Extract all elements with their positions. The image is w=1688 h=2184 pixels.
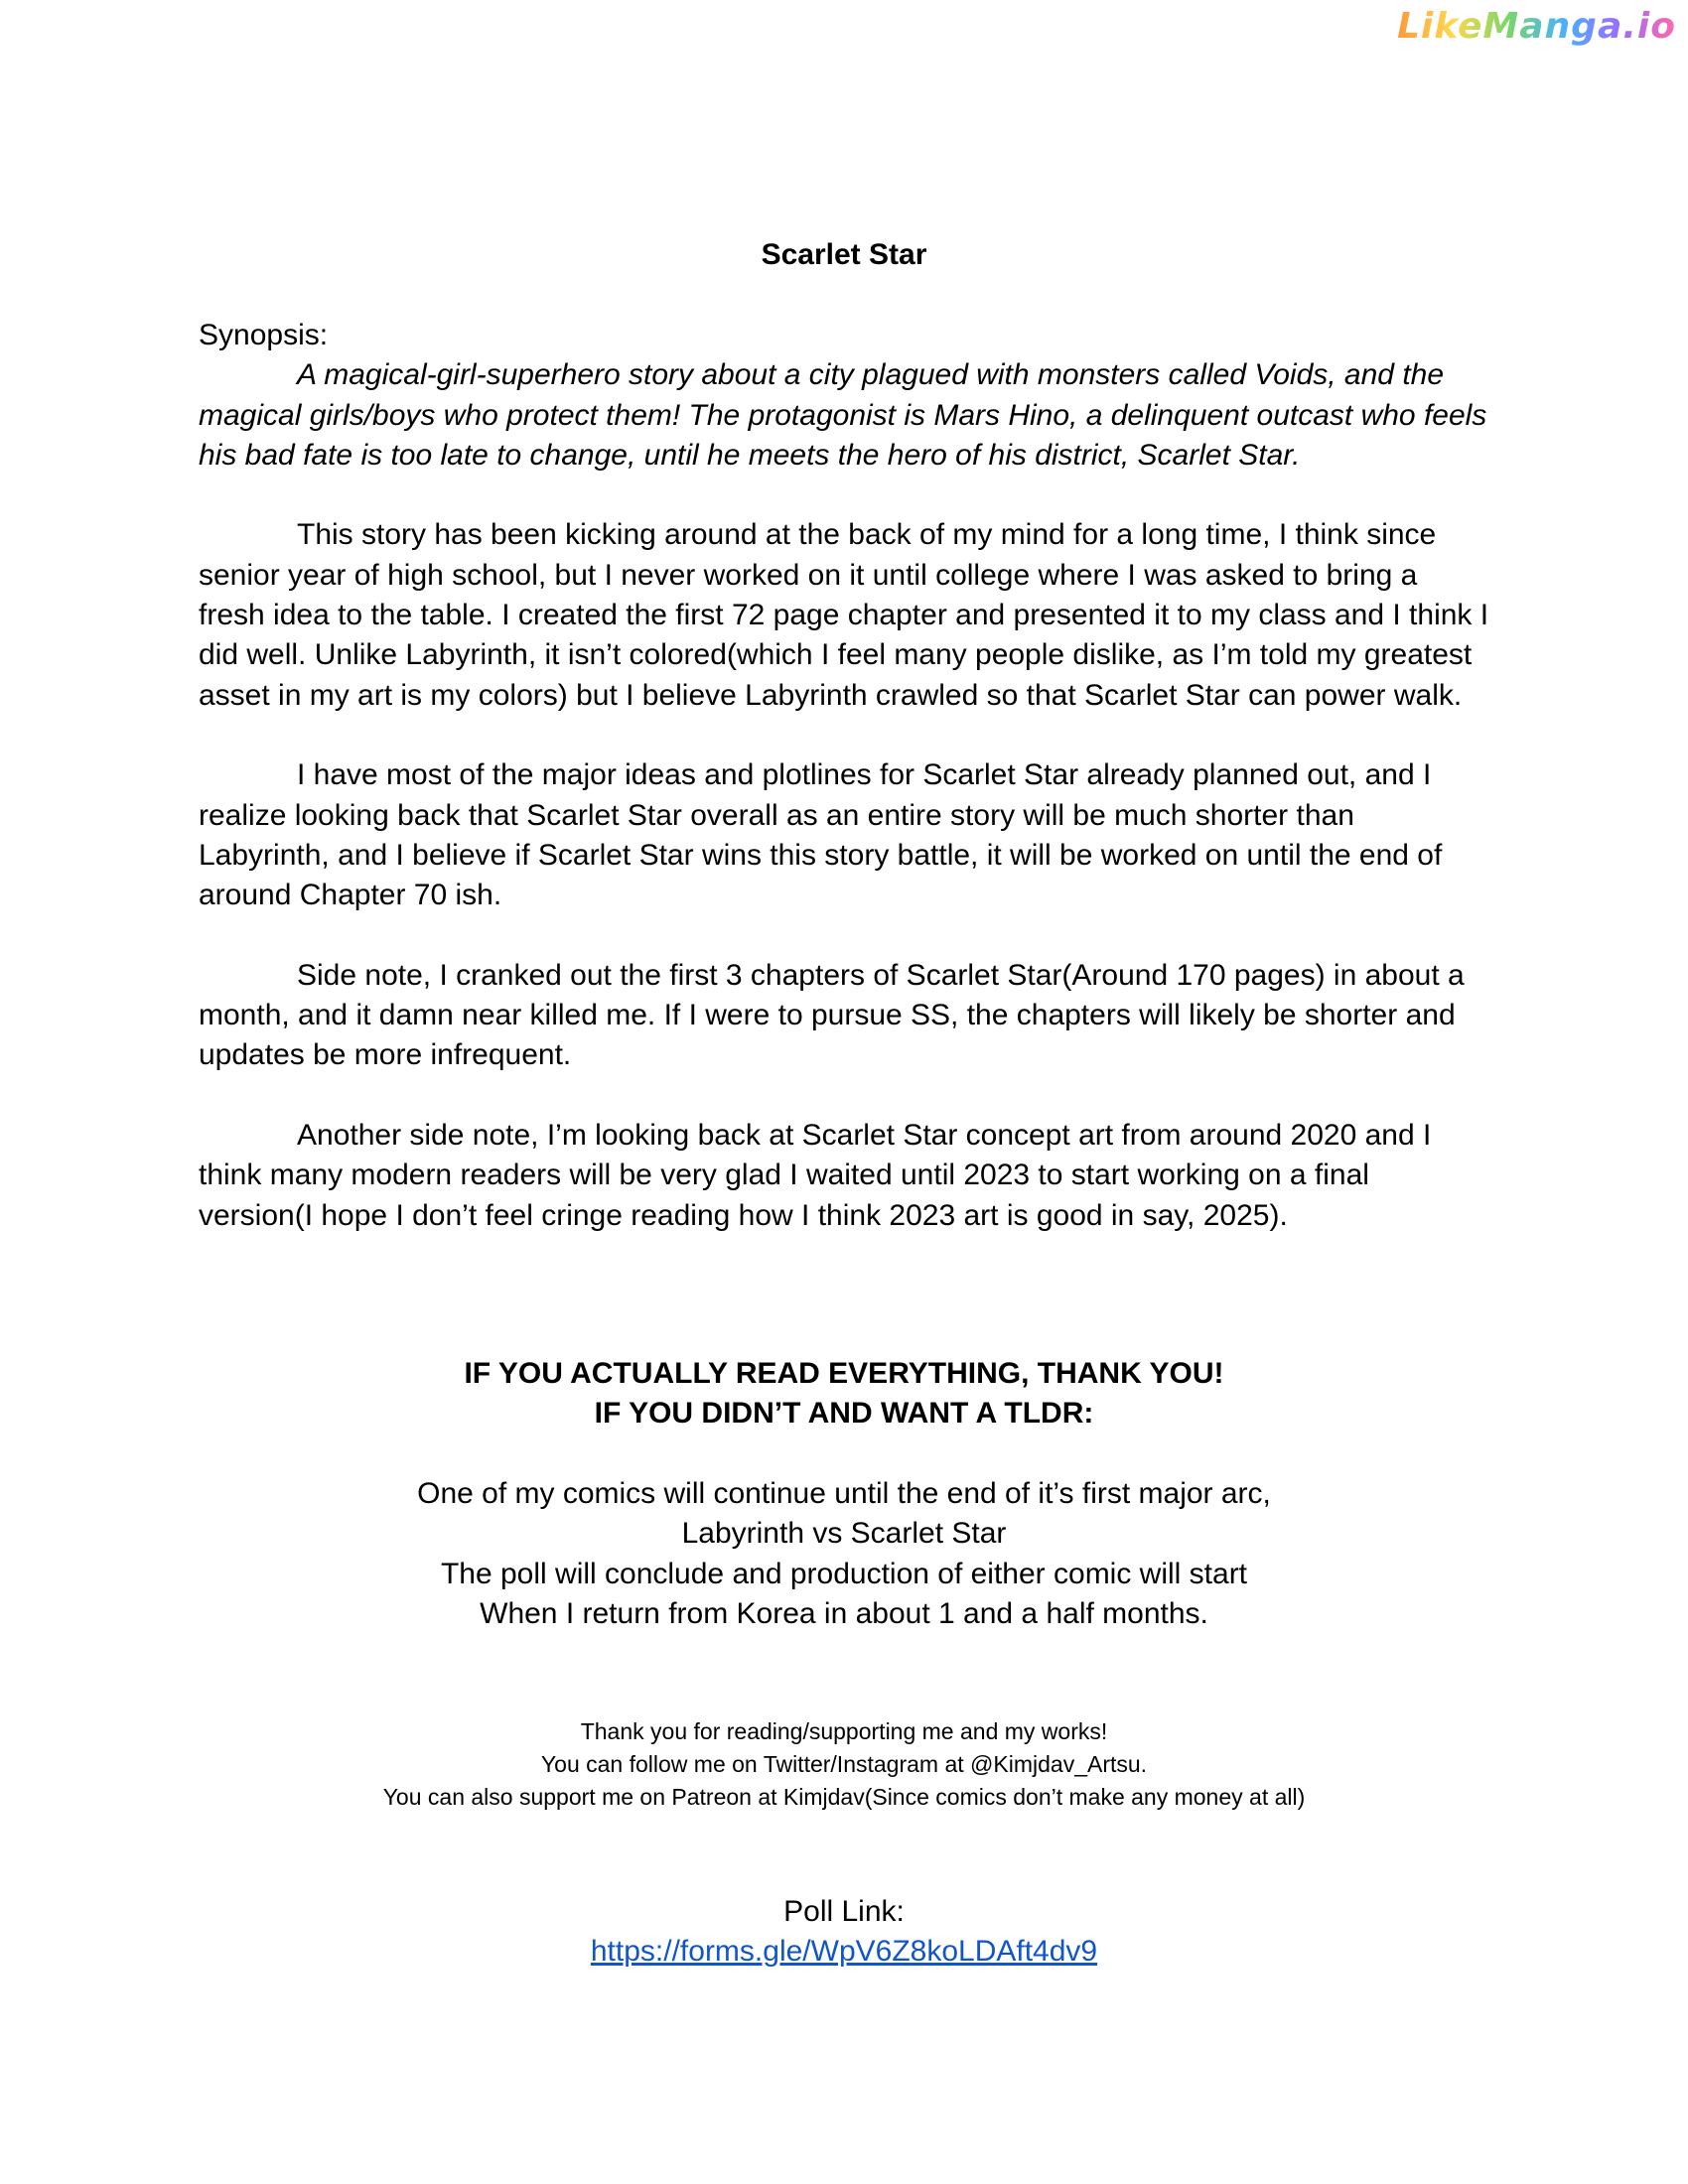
paragraph-another-side-note: Another side note, I’m looking back at Scarlet Star concept art from around 2020 and I think many modern readers will be very glad I waited until 2023 to start working on a final version(I hope I don’t feel cringe reading how I think 2023 art is good in say, 2025). [199, 1118, 1432, 1232]
tldr-summary [0, 1474, 1688, 1634]
paragraph-plans: I have most of the major ideas and plotlines for Scarlet Star already planned out, and I realize looking back that Scarlet Star overall as an entire story will be much shorter than Labyrinth, and I believe if Scarlet Star wins this story battle, it will be worked on until the end of around Chapter 70 ish. [199, 758, 1443, 912]
tldr-heading-line: IF YOU DIDN’T AND WANT A TLDR: [594, 1397, 1094, 1430]
document-body [199, 316, 1489, 1236]
thanks-line: Thank you for reading/supporting me and my works! [580, 1718, 1108, 1744]
tldr-heading [0, 1354, 1688, 1433]
paragraph-background: This story has been kicking around at the back of my mind for a long time, I think since senior year of high school, but I never worked on it until college where I was asked to bring a fresh idea to the table. I created the first 72 page chapter and presented it to my class and I think I did well. Unlike Labyrinth, it isn’t colored(which I feel many people dislike, as I’m told my greatest asset in my art is my colors) but I believe Labyrinth crawled so that Scarlet Star can power walk. [199, 518, 1489, 712]
tldr-heading-line: IF YOU ACTUALLY READ EVERYTHING, THANK YOU! [464, 1357, 1224, 1390]
poll-label: Poll Link: [783, 1895, 905, 1928]
poll-section [0, 1892, 1688, 1973]
synopsis-text: A magical-girl-superhero story about a city plagued with monsters called Voids, and the magical girls/boys who protect them! The protagonist is Mars Hino, a delinquent outcast who feels his bad fate is too late to change, until he meets the hero of his district, Scarlet Star. [199, 358, 1487, 472]
thanks-section [0, 1715, 1688, 1814]
poll-link[interactable]: https://forms.gle/WpV6Z8koLDAft4dv9 [590, 1935, 1098, 1969]
tldr-line: The poll will conclude and production of either comic will start [440, 1557, 1248, 1590]
site-watermark: LikeManga.io [1397, 6, 1676, 47]
social-line: You can follow me on Twitter/Instagram at @Kimjdav_Artsu. [540, 1751, 1148, 1777]
tldr-line: Labyrinth vs Scarlet Star [681, 1517, 1007, 1551]
synopsis-label: Synopsis: [199, 319, 329, 351]
paragraph-side-note: Side note, I cranked out the first 3 chapters of Scarlet Star(Around 170 pages) in about a month, and it damn near killed me. If I were to pursue SS, the chapters will likely be shorter and updates be more infrequent. [199, 958, 1465, 1072]
tldr-line: When I return from Korea in about 1 and a half months. [480, 1596, 1208, 1630]
document-title: Scarlet Star [761, 238, 927, 271]
patreon-line: You can also support me on Patreon at Kimjdav(Since comics don’t make any money at all) [382, 1784, 1306, 1810]
tldr-line: One of my comics will continue until the end of it’s first major arc, [417, 1477, 1271, 1510]
